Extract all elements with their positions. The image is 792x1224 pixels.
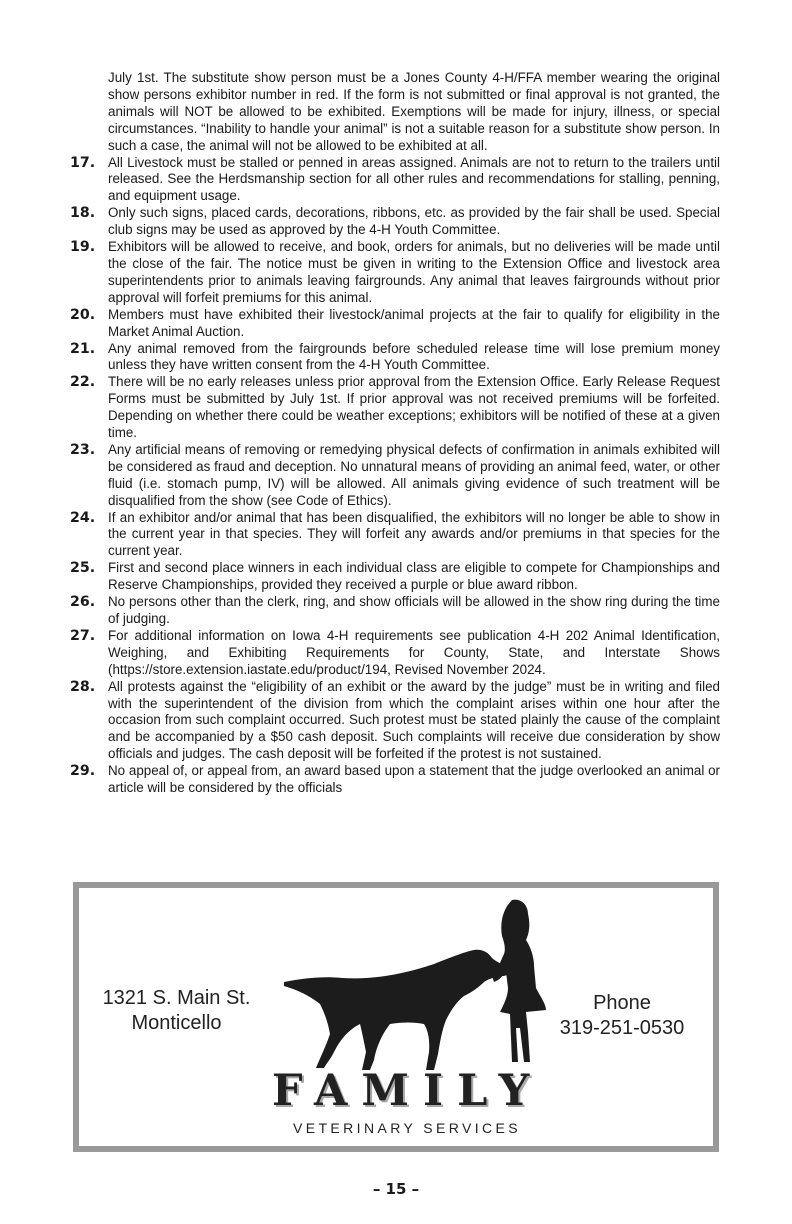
rule-item <box>70 594 720 628</box>
rule-container <box>70 155 720 797</box>
rule-item <box>70 679 720 764</box>
rule-number: 26. <box>70 594 96 611</box>
phone-label: Phone <box>593 992 651 1014</box>
child-silhouette-icon <box>492 900 546 1062</box>
rule-number: 18. <box>70 205 96 222</box>
address-line-1: 1321 S. Main St. <box>102 987 251 1009</box>
rule-number: 24. <box>70 509 96 526</box>
rule-text: First and second place winners in each individual class are eligible to compete for Championships and Reserve Championships, provided they received a purple or blue award ribbon. <box>108 560 720 593</box>
brand-tagline: VETERINARY SERVICES <box>293 1120 521 1136</box>
rule-number: 21. <box>70 340 96 357</box>
rule-text: There will be no early releases unless prior approval from the Extension Office. Early Release Request Forms must be submitted by July 1st. If prior approval was not received premiums will be forfeited. Depending on whether there could be weather exceptions; exhibitors will be notified of these at a given time. <box>108 374 720 441</box>
rule-item <box>70 510 720 561</box>
rule-text: For additional information on Iowa 4-H requirements see publication 4-H 202 Animal Identification, Weighing, and Exhibiting Requirements for County, State, and Interstate Shows (https://store.extension.iastate.edu/product/194, Revised November 2024. <box>108 627 720 677</box>
advertisement <box>73 882 719 1152</box>
brand-name: FAMILY <box>272 1066 544 1116</box>
ad-phone <box>547 991 697 1041</box>
rule-text: All Livestock must be stalled or penned in areas assigned. Animals are not to return to the trailers until released. See the Herdsmanship section for all other rules and recommendations for stalling, penning, and equipment usage. <box>108 154 720 204</box>
rule-item <box>70 628 720 679</box>
rule-item <box>70 442 720 510</box>
rule-item <box>70 560 720 594</box>
rule-item <box>70 763 720 797</box>
rule-number: 20. <box>70 306 96 323</box>
ad-address <box>89 986 264 1036</box>
rule-item <box>70 374 720 442</box>
rule-text: All protests against the “eligibility of an exhibit or the award by the judge” must be in writing and filed with the superintendent of the division from which the complaint arises within one hour after the occasion from such complaint occurred. Such protest must be stated plainly the cause of the complaint and be accompanied by a $50 cash deposit. Such complaints will receive due consideration by show officials and judges. The cash deposit will be forfeited if the protest is not sustained. <box>108 678 720 762</box>
rule-number: 23. <box>70 441 96 458</box>
rule-text: Only such signs, placed cards, decorations, ribbons, etc. as provided by the fair shall be used. Special club signs may be used as approved by the 4-H Youth Committee. <box>108 205 720 238</box>
rule-number: 22. <box>70 374 96 391</box>
rule-number: 25. <box>70 560 96 577</box>
rule-16-continuation: July 1st. The substitute show person must be a Jones County 4-H/FFA member wearing the original show persons exhibitor number in red. If the form is not submitted or final approval is not granted, the animals will NOT be allowed to be exhibited. Exemptions will be made for injury, illness, or special circumstances. “Inability to handle your animal” is not a suitable reason for a substitute show person. In such a case, the animal will not be allowed to be exhibited at all. <box>108 70 720 153</box>
rule-item <box>70 155 720 206</box>
rule-text: No appeal of, or appeal from, an award based upon a statement that the judge overlooked an animal or article will be considered by the officials <box>108 763 720 796</box>
rule-item <box>70 307 720 341</box>
rule-item <box>70 205 720 239</box>
rule-text: No persons other than the clerk, ring, and show officials will be allowed in the show ring during the time of judging. <box>108 594 720 626</box>
rule-number: 29. <box>70 763 96 780</box>
rule-number: 17. <box>70 154 96 171</box>
rule-text: Exhibitors will be allowed to receive, and book, orders for animals, but no deliveries will be made until the close of the fair. The notice must be given in writing to the Extension Office and livestock area superintendents prior to animals leaving fairgrounds. Any animal that leaves fairgrounds without prior approval will forfeit premiums for this animal. <box>108 239 720 305</box>
phone-number: 319-251-0530 <box>559 1017 685 1039</box>
rule-item <box>70 341 720 375</box>
rules-list <box>70 70 720 797</box>
rule-text: Any animal removed from the fairgrounds before scheduled release time will lose premium money unless they have written consent from the 4-H Youth Committee. <box>108 340 720 373</box>
rule-number: 27. <box>70 627 96 644</box>
rule-number: 28. <box>70 678 96 695</box>
rule-text: If an exhibitor and/or animal that has been disqualified, the exhibitors will no longer be able to show in the current year in that species. They will forfeit any awards and/or premiums in that species for the current year. <box>108 509 720 559</box>
dog-silhouette-icon <box>284 950 510 1070</box>
rule-number: 19. <box>70 239 96 256</box>
address-line-2: Monticello <box>131 1012 222 1034</box>
rule-item <box>70 239 720 307</box>
page-number: – 15 – <box>372 1180 420 1198</box>
rule-text: Any artificial means of removing or remedying physical defects of confirmation in animals exhibited will be considered as fraud and deception. No unnatural means of providing an animal feed, water, or other fluid (i.e. stomach pump, IV) will be allowed. All animals giving evidence of such treatment will be disqualified from the show (see Code of Ethics). <box>108 441 720 508</box>
rule-text: Members must have exhibited their livestock/animal projects at the fair to qualify for eligibility in the Market Animal Auction. <box>108 306 720 339</box>
